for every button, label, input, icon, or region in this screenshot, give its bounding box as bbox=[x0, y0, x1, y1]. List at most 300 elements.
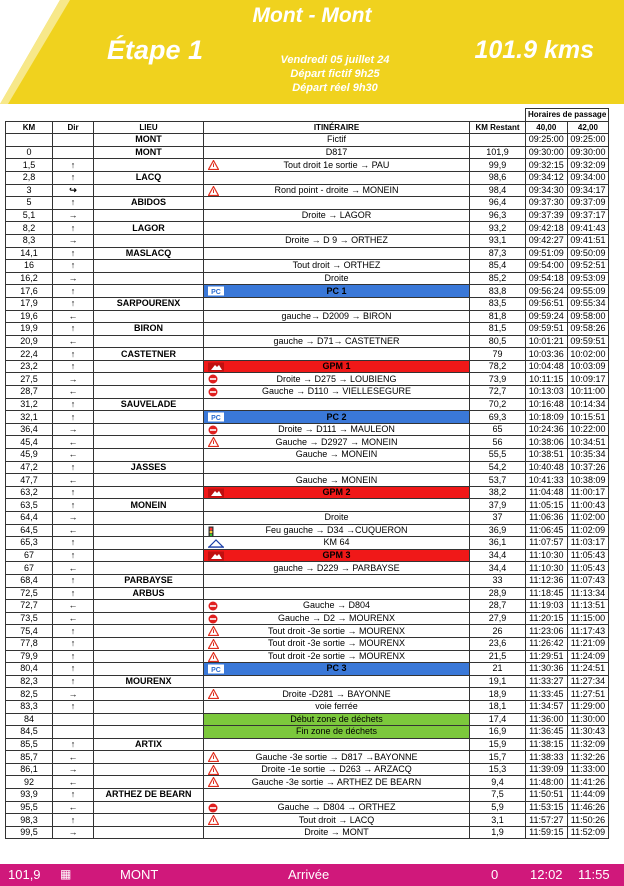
row-itineraire-cell bbox=[204, 297, 470, 310]
row-direction-arrow: ↑ bbox=[53, 625, 94, 638]
row-itineraire-cell bbox=[204, 650, 470, 663]
row-km-restant: 5,9 bbox=[470, 801, 526, 814]
row-direction-arrow: ↑ bbox=[53, 285, 94, 298]
table-row bbox=[6, 285, 609, 298]
row-itineraire-cell bbox=[204, 600, 470, 613]
svg-text:PC: PC bbox=[211, 289, 221, 297]
warning-triangle-icon bbox=[208, 186, 219, 197]
row-lieu: ARTHEZ DE BEARN bbox=[94, 789, 204, 802]
row-itineraire-cell bbox=[204, 436, 470, 449]
table-row bbox=[6, 512, 609, 525]
row-km: 2,8 bbox=[6, 171, 53, 184]
table-row bbox=[6, 209, 609, 222]
col-lieu: LIEU bbox=[94, 121, 204, 134]
table-row bbox=[6, 637, 609, 650]
table-row bbox=[6, 562, 609, 575]
row-km-restant: 93,1 bbox=[470, 234, 526, 247]
footer-time-40: 12:02 bbox=[530, 867, 563, 882]
row-km: 5,1 bbox=[6, 209, 53, 222]
row-lieu bbox=[94, 512, 204, 525]
row-time-40: 09:34:30 bbox=[526, 184, 568, 197]
row-km: 64,5 bbox=[6, 524, 53, 537]
row-itineraire-cell bbox=[204, 814, 470, 827]
row-time-42: 10:11:00 bbox=[567, 386, 609, 399]
finish-flag-icon: ▦ bbox=[60, 867, 72, 881]
row-time-40: 11:23:06 bbox=[526, 625, 568, 638]
row-time-42: 11:03:17 bbox=[567, 537, 609, 550]
row-lieu: MONT bbox=[94, 134, 204, 147]
row-km-restant: 98,6 bbox=[470, 171, 526, 184]
warning-triangle-icon bbox=[208, 639, 219, 650]
row-time-42: 09:55:09 bbox=[567, 285, 609, 298]
row-km-restant: 81,8 bbox=[470, 310, 526, 323]
row-direction-arrow: ← bbox=[53, 449, 94, 462]
row-lieu bbox=[94, 524, 204, 537]
row-time-42: 11:15:00 bbox=[567, 612, 609, 625]
row-km: 86,1 bbox=[6, 763, 53, 776]
row-direction-arrow: ↑ bbox=[53, 814, 94, 827]
row-itineraire-cell bbox=[204, 398, 470, 411]
row-itineraire-cell bbox=[204, 574, 470, 587]
row-time-42: 09:59:51 bbox=[567, 335, 609, 348]
row-time-42: 11:17:43 bbox=[567, 625, 609, 638]
row-itineraire-cell bbox=[204, 260, 470, 273]
table-row bbox=[6, 184, 609, 197]
row-direction-arrow: ← bbox=[53, 776, 94, 789]
mountain-gpm-icon bbox=[208, 362, 224, 373]
row-itineraire: gauche → D229 → PARBAYSE bbox=[273, 562, 400, 573]
row-km: 45,4 bbox=[6, 436, 53, 449]
row-itineraire-cell bbox=[204, 751, 470, 764]
row-km-restant: 18,1 bbox=[470, 700, 526, 713]
row-itineraire-cell bbox=[204, 411, 470, 424]
row-itineraire-cell bbox=[204, 763, 470, 776]
row-itineraire-cell bbox=[204, 524, 470, 537]
row-time-42: 09:34:17 bbox=[567, 184, 609, 197]
row-time-40: 11:48:00 bbox=[526, 776, 568, 789]
stage-distance: 101.9 kms bbox=[474, 36, 594, 64]
table-row bbox=[6, 398, 609, 411]
table-row bbox=[6, 801, 609, 814]
row-direction-arrow: ↑ bbox=[53, 675, 94, 688]
row-time-40: 11:10:30 bbox=[526, 562, 568, 575]
row-itineraire-cell bbox=[204, 625, 470, 638]
row-direction-arrow: ↑ bbox=[53, 222, 94, 235]
row-time-40: 11:36:00 bbox=[526, 713, 568, 726]
row-lieu bbox=[94, 637, 204, 650]
row-lieu bbox=[94, 801, 204, 814]
row-itineraire-cell bbox=[204, 549, 470, 562]
row-direction-arrow: ↑ bbox=[53, 360, 94, 373]
row-itineraire: voie ferrée bbox=[315, 701, 358, 712]
row-itineraire-cell bbox=[204, 449, 470, 462]
row-direction-arrow: → bbox=[53, 209, 94, 222]
col-km-restant: KM Restant bbox=[470, 121, 526, 134]
row-itineraire-cell bbox=[204, 587, 470, 600]
table-row bbox=[6, 549, 609, 562]
stage-number: Étape 1 bbox=[107, 35, 204, 65]
itinerary-rows bbox=[6, 134, 609, 839]
row-time-42: 09:41:43 bbox=[567, 222, 609, 235]
row-itineraire: D817 bbox=[325, 147, 348, 158]
row-lieu: CASTETNER bbox=[94, 348, 204, 361]
row-direction-arrow: ← bbox=[53, 600, 94, 613]
row-time-42: 11:24:09 bbox=[567, 650, 609, 663]
row-time-42: 11:00:17 bbox=[567, 486, 609, 499]
row-time-40: 09:51:09 bbox=[526, 247, 568, 260]
row-direction-arrow: → bbox=[53, 423, 94, 436]
row-direction-arrow: ← bbox=[53, 612, 94, 625]
row-km: 16,2 bbox=[6, 272, 53, 285]
table-row bbox=[6, 310, 609, 323]
table-row bbox=[6, 159, 609, 172]
row-km-restant: 34,4 bbox=[470, 549, 526, 562]
table-row bbox=[6, 713, 609, 726]
row-time-40: 09:34:12 bbox=[526, 171, 568, 184]
row-itineraire: GPM 1 bbox=[322, 361, 351, 372]
row-time-42: 09:30:00 bbox=[567, 146, 609, 159]
row-direction-arrow: ↑ bbox=[53, 323, 94, 336]
row-km: 72,5 bbox=[6, 587, 53, 600]
row-itineraire-cell bbox=[204, 826, 470, 839]
row-km: 27,5 bbox=[6, 373, 53, 386]
row-itineraire: Gauche -3e sortie → D817 →BAYONNE bbox=[255, 751, 418, 762]
row-direction-arrow: ← bbox=[53, 436, 94, 449]
row-km-restant: 87,3 bbox=[470, 247, 526, 260]
row-km: 47,7 bbox=[6, 474, 53, 487]
table-row bbox=[6, 386, 609, 399]
row-km-restant: 26 bbox=[470, 625, 526, 638]
warning-triangle-icon bbox=[208, 437, 219, 448]
row-lieu bbox=[94, 663, 204, 676]
row-itineraire-cell bbox=[204, 360, 470, 373]
table-row bbox=[6, 360, 609, 373]
row-itineraire-cell bbox=[204, 700, 470, 713]
row-itineraire-cell bbox=[204, 171, 470, 184]
table-row bbox=[6, 436, 609, 449]
row-lieu bbox=[94, 360, 204, 373]
row-lieu: MONT bbox=[94, 146, 204, 159]
row-direction-arrow: ← bbox=[53, 310, 94, 323]
table-row bbox=[6, 297, 609, 310]
table-row bbox=[6, 423, 609, 436]
row-lieu bbox=[94, 826, 204, 839]
row-km: 31,2 bbox=[6, 398, 53, 411]
row-km-restant: 70,2 bbox=[470, 398, 526, 411]
row-direction-arrow: ↑ bbox=[53, 499, 94, 512]
stage-date: Vendredi 05 juillet 24 bbox=[280, 54, 390, 66]
row-km-restant: 23,6 bbox=[470, 637, 526, 650]
row-km-restant: 1,9 bbox=[470, 826, 526, 839]
mountain-gpm-icon bbox=[208, 551, 224, 562]
table-row bbox=[6, 789, 609, 802]
row-km-restant: 99,9 bbox=[470, 159, 526, 172]
row-km: 63,5 bbox=[6, 499, 53, 512]
row-itineraire: Gauche → MONEIN bbox=[295, 449, 378, 460]
row-time-42: 11:02:09 bbox=[567, 524, 609, 537]
row-km-restant: 3,1 bbox=[470, 814, 526, 827]
row-time-42: 11:52:09 bbox=[567, 826, 609, 839]
row-time-42: 09:25:00 bbox=[567, 134, 609, 147]
stage-header bbox=[0, 0, 624, 104]
row-itineraire: GPM 3 bbox=[322, 550, 351, 561]
row-direction-arrow: ↪ bbox=[53, 184, 94, 197]
row-time-40: 11:05:15 bbox=[526, 499, 568, 512]
row-km-restant: 36,9 bbox=[470, 524, 526, 537]
table-row bbox=[6, 499, 609, 512]
row-time-40: 09:56:24 bbox=[526, 285, 568, 298]
row-lieu: MASLACQ bbox=[94, 247, 204, 260]
no-entry-icon bbox=[208, 425, 218, 436]
row-km-restant: 17,4 bbox=[470, 713, 526, 726]
row-time-42: 11:29:00 bbox=[567, 700, 609, 713]
footer-km: 101,9 bbox=[8, 867, 41, 882]
table-row bbox=[6, 751, 609, 764]
row-direction-arrow bbox=[53, 726, 94, 739]
row-direction-arrow: ← bbox=[53, 386, 94, 399]
row-km-restant: 98,4 bbox=[470, 184, 526, 197]
row-time-42: 09:53:09 bbox=[567, 272, 609, 285]
row-time-40: 11:53:15 bbox=[526, 801, 568, 814]
row-time-42: 10:02:00 bbox=[567, 348, 609, 361]
row-time-40: 09:25:00 bbox=[526, 134, 568, 147]
row-time-42: 11:00:43 bbox=[567, 499, 609, 512]
table-row bbox=[6, 171, 609, 184]
row-time-42: 11:24:51 bbox=[567, 663, 609, 676]
row-km-restant: 33 bbox=[470, 574, 526, 587]
row-lieu bbox=[94, 751, 204, 764]
row-time-40: 11:26:42 bbox=[526, 637, 568, 650]
row-km: 14,1 bbox=[6, 247, 53, 260]
row-km: 67 bbox=[6, 549, 53, 562]
row-time-42: 11:02:00 bbox=[567, 512, 609, 525]
row-lieu bbox=[94, 549, 204, 562]
footer-arrivee: Arrivée bbox=[288, 867, 330, 882]
table-row bbox=[6, 663, 609, 676]
row-direction-arrow: ↑ bbox=[53, 197, 94, 210]
row-km-restant: 101,9 bbox=[470, 146, 526, 159]
row-direction-arrow: ↑ bbox=[53, 461, 94, 474]
row-itineraire-cell bbox=[204, 675, 470, 688]
row-itineraire-cell bbox=[204, 688, 470, 701]
row-lieu bbox=[94, 411, 204, 424]
row-direction-arrow: ↑ bbox=[53, 247, 94, 260]
row-time-42: 11:41:26 bbox=[567, 776, 609, 789]
row-time-42: 11:30:00 bbox=[567, 713, 609, 726]
row-itineraire-cell bbox=[204, 423, 470, 436]
row-itineraire: Droite bbox=[324, 512, 349, 523]
row-itineraire: Gauche → D2 → MOURENX bbox=[277, 613, 396, 624]
row-km: 73,5 bbox=[6, 612, 53, 625]
row-time-40: 09:42:27 bbox=[526, 234, 568, 247]
row-direction-arrow: ↑ bbox=[53, 587, 94, 600]
row-itineraire-cell bbox=[204, 184, 470, 197]
warning-triangle-icon bbox=[208, 652, 219, 663]
row-lieu bbox=[94, 713, 204, 726]
row-time-40: 11:20:15 bbox=[526, 612, 568, 625]
row-km-restant: 93,2 bbox=[470, 222, 526, 235]
table-row bbox=[6, 763, 609, 776]
table-row bbox=[6, 814, 609, 827]
svg-text:PC: PC bbox=[211, 415, 221, 423]
row-time-42: 11:44:09 bbox=[567, 789, 609, 802]
table-row bbox=[6, 461, 609, 474]
horaires-label: Horaires de passage bbox=[526, 109, 609, 122]
row-itineraire-cell bbox=[204, 776, 470, 789]
row-km: 83,3 bbox=[6, 700, 53, 713]
table-row bbox=[6, 474, 609, 487]
table-row bbox=[6, 738, 609, 751]
table-row bbox=[6, 587, 609, 600]
row-lieu: ARTIX bbox=[94, 738, 204, 751]
row-lieu bbox=[94, 449, 204, 462]
row-time-40: 11:06:45 bbox=[526, 524, 568, 537]
row-direction-arrow: → bbox=[53, 763, 94, 776]
row-direction-arrow: → bbox=[53, 826, 94, 839]
warning-triangle-icon bbox=[208, 815, 219, 826]
row-lieu bbox=[94, 234, 204, 247]
table-row bbox=[6, 247, 609, 260]
row-km: 68,4 bbox=[6, 574, 53, 587]
row-km: 98,3 bbox=[6, 814, 53, 827]
row-lieu bbox=[94, 423, 204, 436]
row-km: 72,7 bbox=[6, 600, 53, 613]
row-lieu: LAGOR bbox=[94, 222, 204, 235]
row-direction-arrow: ← bbox=[53, 335, 94, 348]
route-sheet bbox=[5, 108, 609, 839]
row-time-40: 09:59:51 bbox=[526, 323, 568, 336]
table-row bbox=[6, 411, 609, 424]
no-entry-icon bbox=[208, 601, 218, 612]
row-time-42: 10:09:17 bbox=[567, 373, 609, 386]
row-itineraire: gauche→ D2009 → BIRON bbox=[281, 310, 392, 321]
row-km: 0 bbox=[6, 146, 53, 159]
row-itineraire: Début zone de déchets bbox=[290, 713, 383, 724]
row-direction-arrow: ↑ bbox=[53, 348, 94, 361]
row-itineraire-cell bbox=[204, 159, 470, 172]
row-lieu bbox=[94, 209, 204, 222]
svg-text:PC: PC bbox=[211, 667, 221, 675]
table-row bbox=[6, 323, 609, 336]
row-lieu: LACQ bbox=[94, 171, 204, 184]
row-direction-arrow: ↑ bbox=[53, 486, 94, 499]
row-time-42: 10:15:51 bbox=[567, 411, 609, 424]
row-time-42: 09:37:09 bbox=[567, 197, 609, 210]
row-km-restant: 38,2 bbox=[470, 486, 526, 499]
row-lieu: MOURENX bbox=[94, 675, 204, 688]
row-lieu bbox=[94, 625, 204, 638]
table-row bbox=[6, 373, 609, 386]
row-itineraire-cell bbox=[204, 272, 470, 285]
table-row bbox=[6, 348, 609, 361]
row-itineraire: GPM 2 bbox=[322, 487, 351, 498]
row-time-42: 11:05:43 bbox=[567, 549, 609, 562]
row-time-42: 10:34:51 bbox=[567, 436, 609, 449]
warning-triangle-icon bbox=[208, 160, 219, 171]
depart-reel: Départ réel 9h30 bbox=[292, 82, 378, 94]
row-time-40: 09:37:30 bbox=[526, 197, 568, 210]
row-itineraire: Tout droit → ORTHEZ bbox=[292, 260, 381, 271]
row-direction-arrow: ↑ bbox=[53, 663, 94, 676]
row-km-restant: 96,3 bbox=[470, 209, 526, 222]
row-itineraire-cell bbox=[204, 234, 470, 247]
no-entry-icon bbox=[208, 614, 218, 625]
row-lieu bbox=[94, 486, 204, 499]
no-entry-icon bbox=[208, 803, 218, 814]
row-km-restant: 81,5 bbox=[470, 323, 526, 336]
table-row bbox=[6, 335, 609, 348]
pc-badge-icon bbox=[208, 664, 224, 675]
row-direction-arrow: ↑ bbox=[53, 650, 94, 663]
table-row bbox=[6, 688, 609, 701]
row-time-42: 11:46:26 bbox=[567, 801, 609, 814]
row-km-restant: 83,5 bbox=[470, 297, 526, 310]
row-lieu bbox=[94, 562, 204, 575]
row-lieu: PARBAYSE bbox=[94, 574, 204, 587]
row-km: 85,5 bbox=[6, 738, 53, 751]
row-time-40: 11:50:51 bbox=[526, 789, 568, 802]
no-entry-icon bbox=[208, 387, 218, 398]
row-time-42: 09:58:26 bbox=[567, 323, 609, 336]
row-time-40: 11:38:15 bbox=[526, 738, 568, 751]
row-time-40: 10:04:48 bbox=[526, 360, 568, 373]
row-itineraire: Tout droit -3e sortie → MOURENX bbox=[267, 625, 406, 636]
row-direction-arrow: ↑ bbox=[53, 398, 94, 411]
row-km: 67 bbox=[6, 562, 53, 575]
arrival-footer bbox=[0, 864, 624, 886]
row-itineraire-cell bbox=[204, 486, 470, 499]
row-direction-arrow: ↑ bbox=[53, 738, 94, 751]
row-time-40: 09:30:00 bbox=[526, 146, 568, 159]
row-km-restant: 53,7 bbox=[470, 474, 526, 487]
row-km: 95,5 bbox=[6, 801, 53, 814]
row-km-restant: 15,7 bbox=[470, 751, 526, 764]
table-row bbox=[6, 537, 609, 550]
row-km-restant: 15,9 bbox=[470, 738, 526, 751]
row-direction-arrow: ← bbox=[53, 524, 94, 537]
row-time-40: 10:03:36 bbox=[526, 348, 568, 361]
table-row bbox=[6, 222, 609, 235]
row-itineraire: Fictif bbox=[327, 134, 346, 145]
row-time-40: 11:06:36 bbox=[526, 512, 568, 525]
row-lieu: BIRON bbox=[94, 323, 204, 336]
row-km-restant: 28,9 bbox=[470, 587, 526, 600]
row-time-42: 10:14:34 bbox=[567, 398, 609, 411]
row-lieu bbox=[94, 272, 204, 285]
warning-triangle-icon bbox=[208, 689, 219, 700]
row-itineraire-cell bbox=[204, 285, 470, 298]
row-time-40: 11:07:57 bbox=[526, 537, 568, 550]
row-km: 32,1 bbox=[6, 411, 53, 424]
row-time-40: 09:54:18 bbox=[526, 272, 568, 285]
row-time-42: 11:21:09 bbox=[567, 637, 609, 650]
row-km: 79,9 bbox=[6, 650, 53, 663]
row-itineraire-cell bbox=[204, 637, 470, 650]
row-direction-arrow: → bbox=[53, 512, 94, 525]
pc-badge-icon bbox=[208, 286, 224, 297]
row-itineraire-cell bbox=[204, 738, 470, 751]
row-itineraire-cell bbox=[204, 373, 470, 386]
row-itineraire-cell bbox=[204, 197, 470, 210]
row-direction-arrow: → bbox=[53, 272, 94, 285]
row-direction-arrow: ↑ bbox=[53, 159, 94, 172]
row-time-40: 10:01:21 bbox=[526, 335, 568, 348]
row-direction-arrow: ↑ bbox=[53, 574, 94, 587]
table-row bbox=[6, 146, 609, 159]
row-time-40: 11:57:27 bbox=[526, 814, 568, 827]
row-itineraire-cell bbox=[204, 386, 470, 399]
row-itineraire-cell bbox=[204, 348, 470, 361]
